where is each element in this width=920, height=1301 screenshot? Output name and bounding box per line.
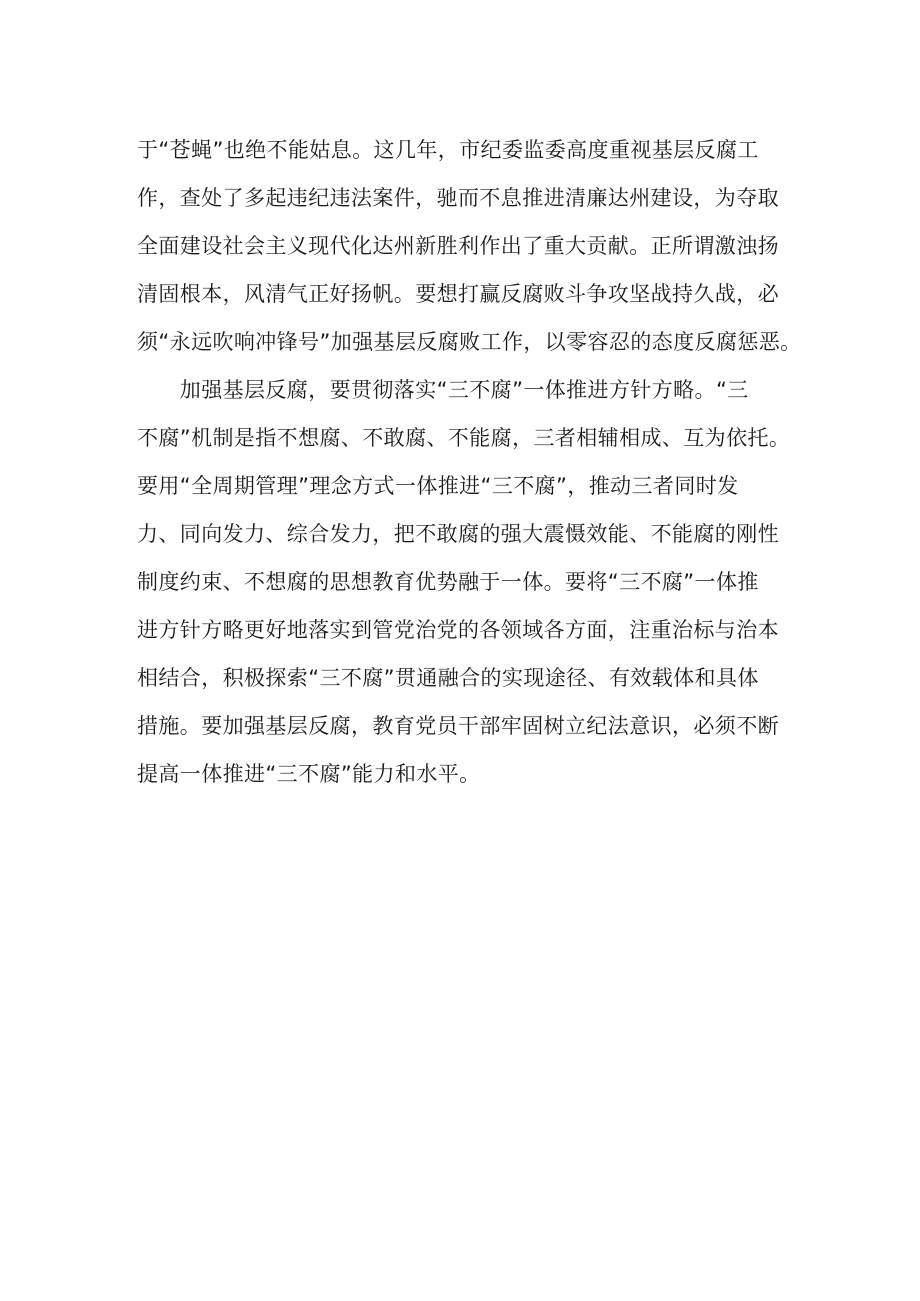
text-line: 清固根本，风清气正好扬帆。要想打赢反腐败斗争攻坚战持久战，必	[137, 282, 779, 306]
text-line: 相结合，积极探索“三不腐”贯通融合的实现途径、有效载体和具体	[137, 666, 759, 690]
text-line: 全面建设社会主义现代化达州新胜利作出了重大贡献。正所谓激浊扬	[137, 234, 779, 258]
text-line: 力、同向发力、综合发力，把不敢腐的强大震慑效能、不能腐的刚性	[137, 522, 779, 546]
text-line: 制度约束、不想腐的思想教育优势融于一体。要将“三不腐”一体推	[137, 570, 759, 594]
text-line: 于“苍蝇”也绝不能姑息。这几年，市纪委监委高度重视基层反腐工	[137, 138, 759, 162]
text-line: 加强基层反腐，要贯彻落实“三不腐”一体推进方针方略。“三	[137, 378, 749, 402]
text-line: 不腐”机制是指不想腐、不敢腐、不能腐，三者相辅相成、互为依托。	[137, 426, 791, 450]
paragraph-1	[137, 126, 802, 366]
paragraph-2	[137, 366, 797, 798]
text-line: 措施。要加强基层反腐，教育党员干部牢固树立纪法意识，必须不断	[137, 714, 779, 738]
text-line: 提高一体推进“三不腐”能力和水平。	[137, 762, 481, 786]
text-line: 要用“全周期管理”理念方式一体推进“三不腐”，推动三者同时发	[137, 474, 739, 498]
text-line: 进方针方略更好地落实到管党治党的各领域各方面，注重治标与治本	[137, 618, 779, 642]
document-body	[137, 126, 802, 798]
text-line: 作，查处了多起违纪违法案件，驰而不息推进清廉达州建设，为夺取	[137, 186, 779, 210]
text-line: 须“永远吹响冲锋号”加强基层反腐败工作，以零容忍的态度反腐惩恶。	[137, 330, 802, 354]
